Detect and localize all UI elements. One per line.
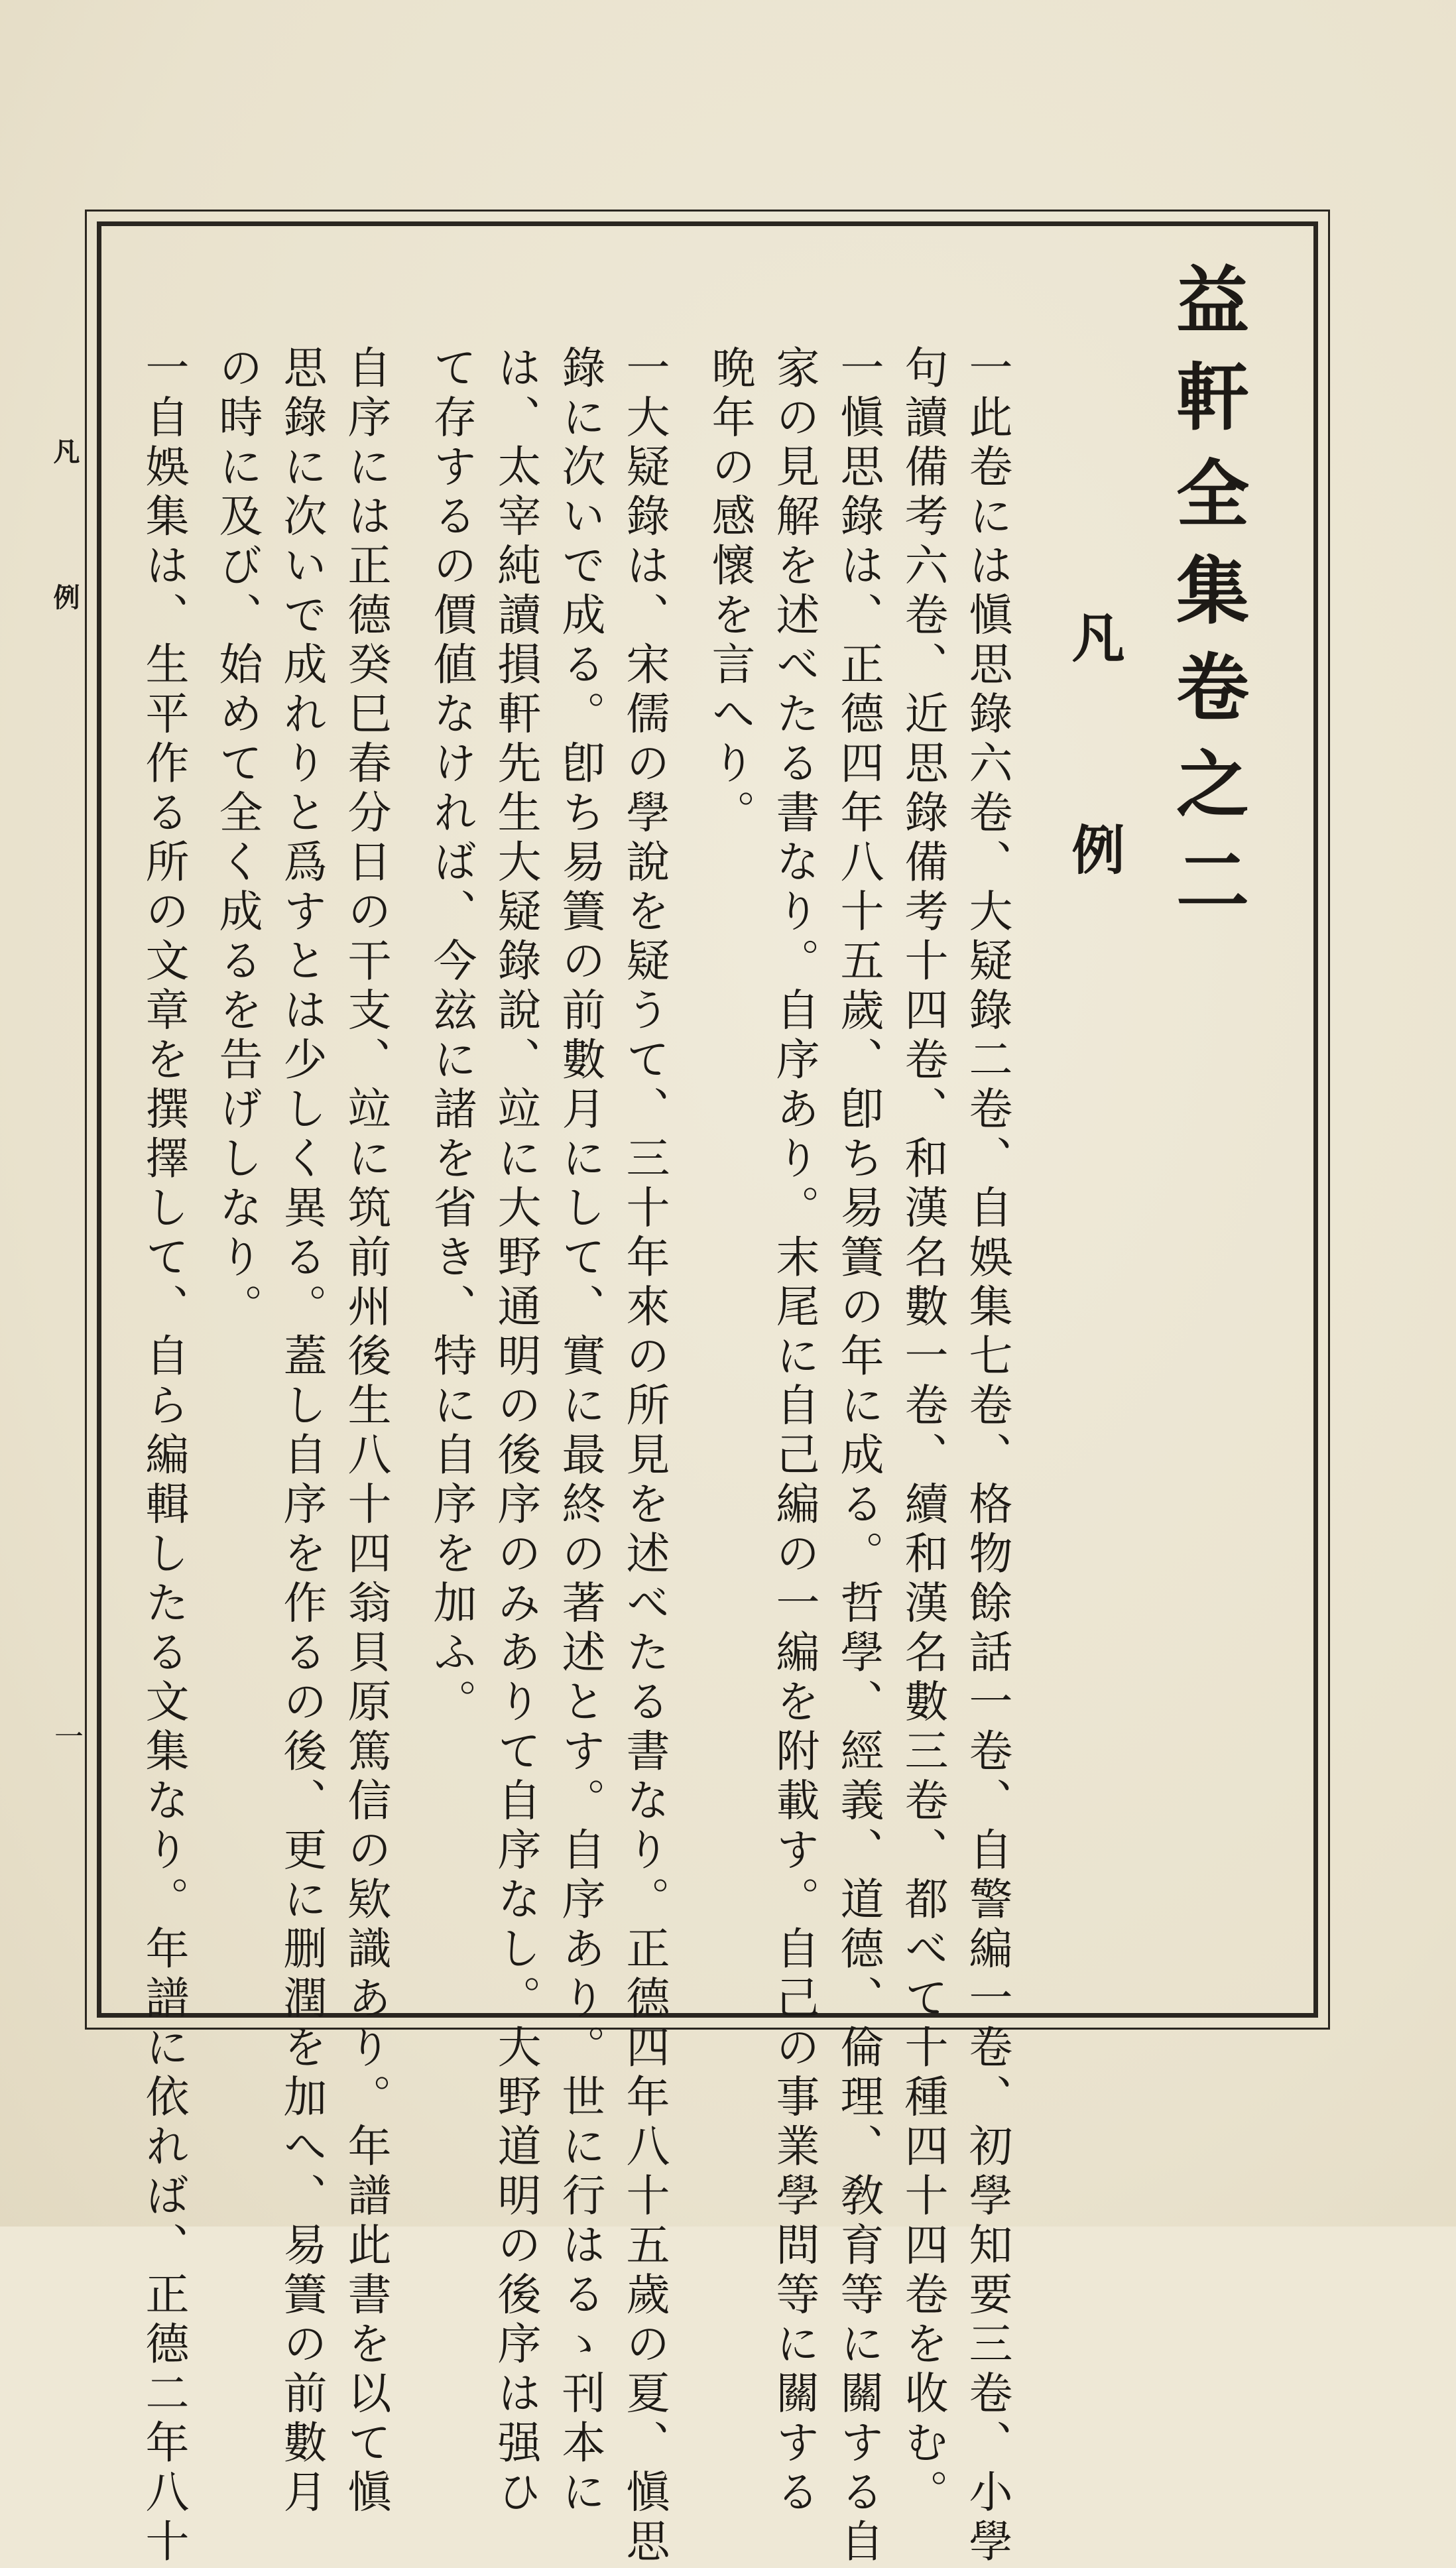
text-column: 一愼思錄は、正德四年八十五歲、卽ち易簀の年に成る。哲學、經義、道德、倫理、敎育等に關する自 bbox=[833, 345, 884, 2568]
page-title: 益軒全集卷之二 bbox=[1164, 262, 1250, 940]
text-column: の時に及び、始めて全く成るを告げしなり。 bbox=[212, 345, 263, 1333]
text-column: 家の見解を述べたる書なり。自序あり。末尾に自己編の一編を附載す。自己の事業學問等に關する bbox=[768, 345, 819, 2518]
page-number: 一 bbox=[49, 1721, 83, 1750]
text-column: 一大疑錄は、宋儒の學說を疑うて、三十年來の所見を述べたる書なり。正德四年八十五歲の夏、愼思 bbox=[619, 345, 670, 2568]
text-column: 自序には正德癸巳春分日の干支、竝に筑前州後生八十四翁貝原篤信の欵識あり。年譜此書を以て愼 bbox=[340, 345, 391, 2518]
section-heading: 凡 例 bbox=[1063, 610, 1125, 928]
text-column: 句讀備考六卷、近思錄備考十四卷、和漢名數一卷、續和漢名數三卷、都べて十種四十四卷を收む。 bbox=[897, 345, 948, 2518]
text-column: 晩年の感懷を言へり。 bbox=[704, 345, 755, 839]
margin-section-label: 凡 例 bbox=[49, 438, 80, 656]
text-column: 一自娛集は、生平作る所の文章を撰擇して、自ら編輯したる文集なり。年譜に依れば、正德二年八十 bbox=[138, 345, 189, 2568]
text-column: て存するの價値なければ、今玆に諸を省き、特に自序を加ふ。 bbox=[426, 345, 477, 1728]
text-column: は、太宰純讀損軒先生大疑錄說、竝に大野通明の後序のみありて自序なし。大野道明の後序は强ひ bbox=[490, 345, 541, 2518]
text-column: 思錄に次いで成れりと爲すとは少しく異る。蓋し自序を作るの後、更に删潤を加へ、易簀の前數月 bbox=[276, 345, 327, 2518]
text-column: 錄に次いで成る。卽ち易簀の前數月にして、實に最終の著述とす。自序あり。世に行はるゝ刊本に bbox=[554, 345, 605, 2518]
text-column: 一此卷には愼思錄六卷、大疑錄二卷、自娛集七卷、格物餘話一卷、自警編一卷、初學知要三卷、小學 bbox=[961, 345, 1012, 2568]
